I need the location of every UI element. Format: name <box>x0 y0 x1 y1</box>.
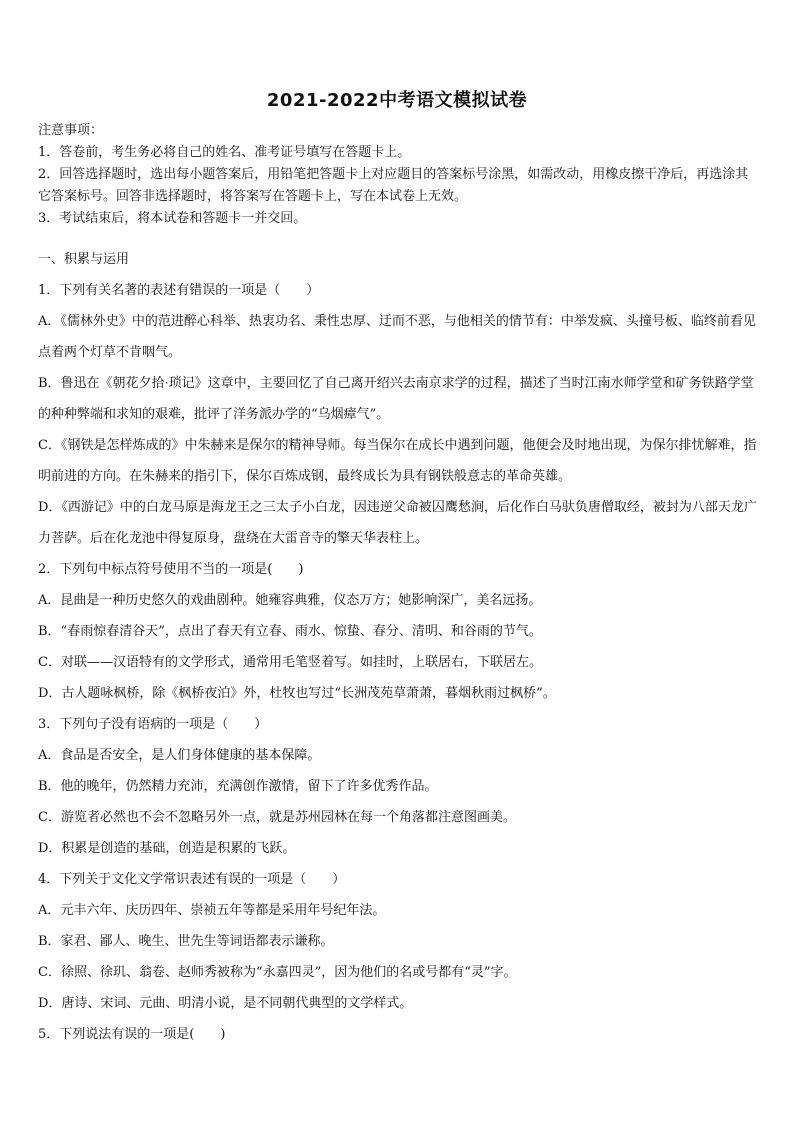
question-4 <box>38 864 758 1019</box>
question-stem: 5．下列说法有误的一项是( ) <box>38 1027 226 1042</box>
answer-option: B．鲁迅在《朝花夕拾·琐记》这章中，主要回忆了自己离开绍兴去南京求学的过程，描述了当时江南水师学堂和矿务铁路学堂的种种弊端和求知的艰难，批评了洋务派办学的“乌烟瘴气”。 <box>38 376 754 422</box>
answer-option: D．唐诗、宋词、元曲、明清小说，是不同朝代典型的文学样式。 <box>38 996 413 1011</box>
answer-option: B．“春雨惊春清谷天”，点出了春天有立春、雨水、惊蛰、春分、清明、和谷雨的节气。 <box>38 624 542 639</box>
instruction-item: 3．考试结束后，将本试卷和答题卡一并交回。 <box>38 211 307 226</box>
question-stem: 1．下列有关名著的表述有错误的一项是（ ） <box>38 283 320 298</box>
question-stem: 3．下列句子没有语病的一项是（ ） <box>38 717 268 732</box>
answer-option: A．食品是否安全，是人们身体健康的基本保障。 <box>38 748 321 763</box>
exam-instructions <box>38 120 758 230</box>
answer-option: C．《钢铁是怎样炼成的》中朱赫来是保尔的精神导师。每当保尔在成长中遇到问题，他便会及时地出现，为保尔排忧解难，指明前进的方向。在朱赫来的指引下，保尔百炼成钢，最终成长为具有钢铁般意志的革命英雄。 <box>38 438 757 484</box>
answer-option: D．《西游记》中的白龙马原是海龙王之三太子小白龙，因违逆父命被囚鹰愁涧，后化作白马驮负唐僧取经，被封为八部天龙广力菩萨。后在化龙池中得复原身，盘绕在大雷音寺的擎天华表柱上。 <box>38 500 757 546</box>
answer-option: D．积累是创造的基础，创造是积累的飞跃。 <box>38 841 296 856</box>
question-3 <box>38 709 758 864</box>
question-1 <box>38 275 758 554</box>
exam-body <box>38 244 758 1050</box>
question-stem: 4．下列关于文化文学常识表述有误的一项是（ ） <box>38 872 346 887</box>
answer-option: A．元丰六年、庆历四年、崇祯五年等都是采用年号纪年法。 <box>38 903 386 918</box>
answer-option: B．家君、鄙人、晚生、世先生等词语都表示谦称。 <box>38 934 334 949</box>
answer-option: A．《儒林外史》中的范进醉心科举、热衷功名、秉性忠厚、迂而不恶，与他相关的情节有：中举发疯、头撞号板、临终前看见点着两个灯草不肯咽气。 <box>38 314 756 360</box>
answer-option: C．徐照、徐玑、翁卷、赵师秀被称为“永嘉四灵”，因为他们的名或号都有“灵”字。 <box>38 965 517 980</box>
instruction-item: 1．答卷前，考生务必将自己的姓名、准考证号填写在答题卡上。 <box>38 145 411 160</box>
answer-option: C．游览者必然也不会不忽略另外一点，就是苏州园林在每一个角落都注意图画美。 <box>38 810 516 825</box>
question-stem: 2．下列句中标点符号使用不当的一项是( ) <box>38 562 304 577</box>
instructions-header: 注意事项： <box>38 123 104 138</box>
instruction-item: 2．回答选择题时，选出每小题答案后，用铅笔把答题卡上对应题目的答案标号涂黑，如需改动，用橡皮擦干净后，再选涂其它答案标号。回答非选择题时，将答案写在答题卡上，写在本试卷上无效。 <box>38 167 749 204</box>
answer-option: C．对联——汉语特有的文学形式，通常用毛笔竖着写。如挂时，上联居右，下联居左。 <box>38 655 542 670</box>
answer-option: D．古人题咏枫桥，除《枫桥夜泊》外，杜牧也写过“长洲茂苑草萧萧，暮烟秋雨过枫桥”。 <box>38 686 556 701</box>
page-title: 2021-2022中考语文模拟试卷 <box>266 90 528 111</box>
answer-option: B．他的晚年，仍然精力充沛，充满创作激情，留下了许多优秀作品。 <box>38 779 438 794</box>
answer-option: A．昆曲是一种历史悠久的戏曲剧种。她雍容典雅，仪态万方；她影响深广，美名远扬。 <box>38 593 542 608</box>
question-2 <box>38 554 758 709</box>
section-heading: 一、积累与运用 <box>38 252 130 267</box>
question-5 <box>38 1019 758 1050</box>
